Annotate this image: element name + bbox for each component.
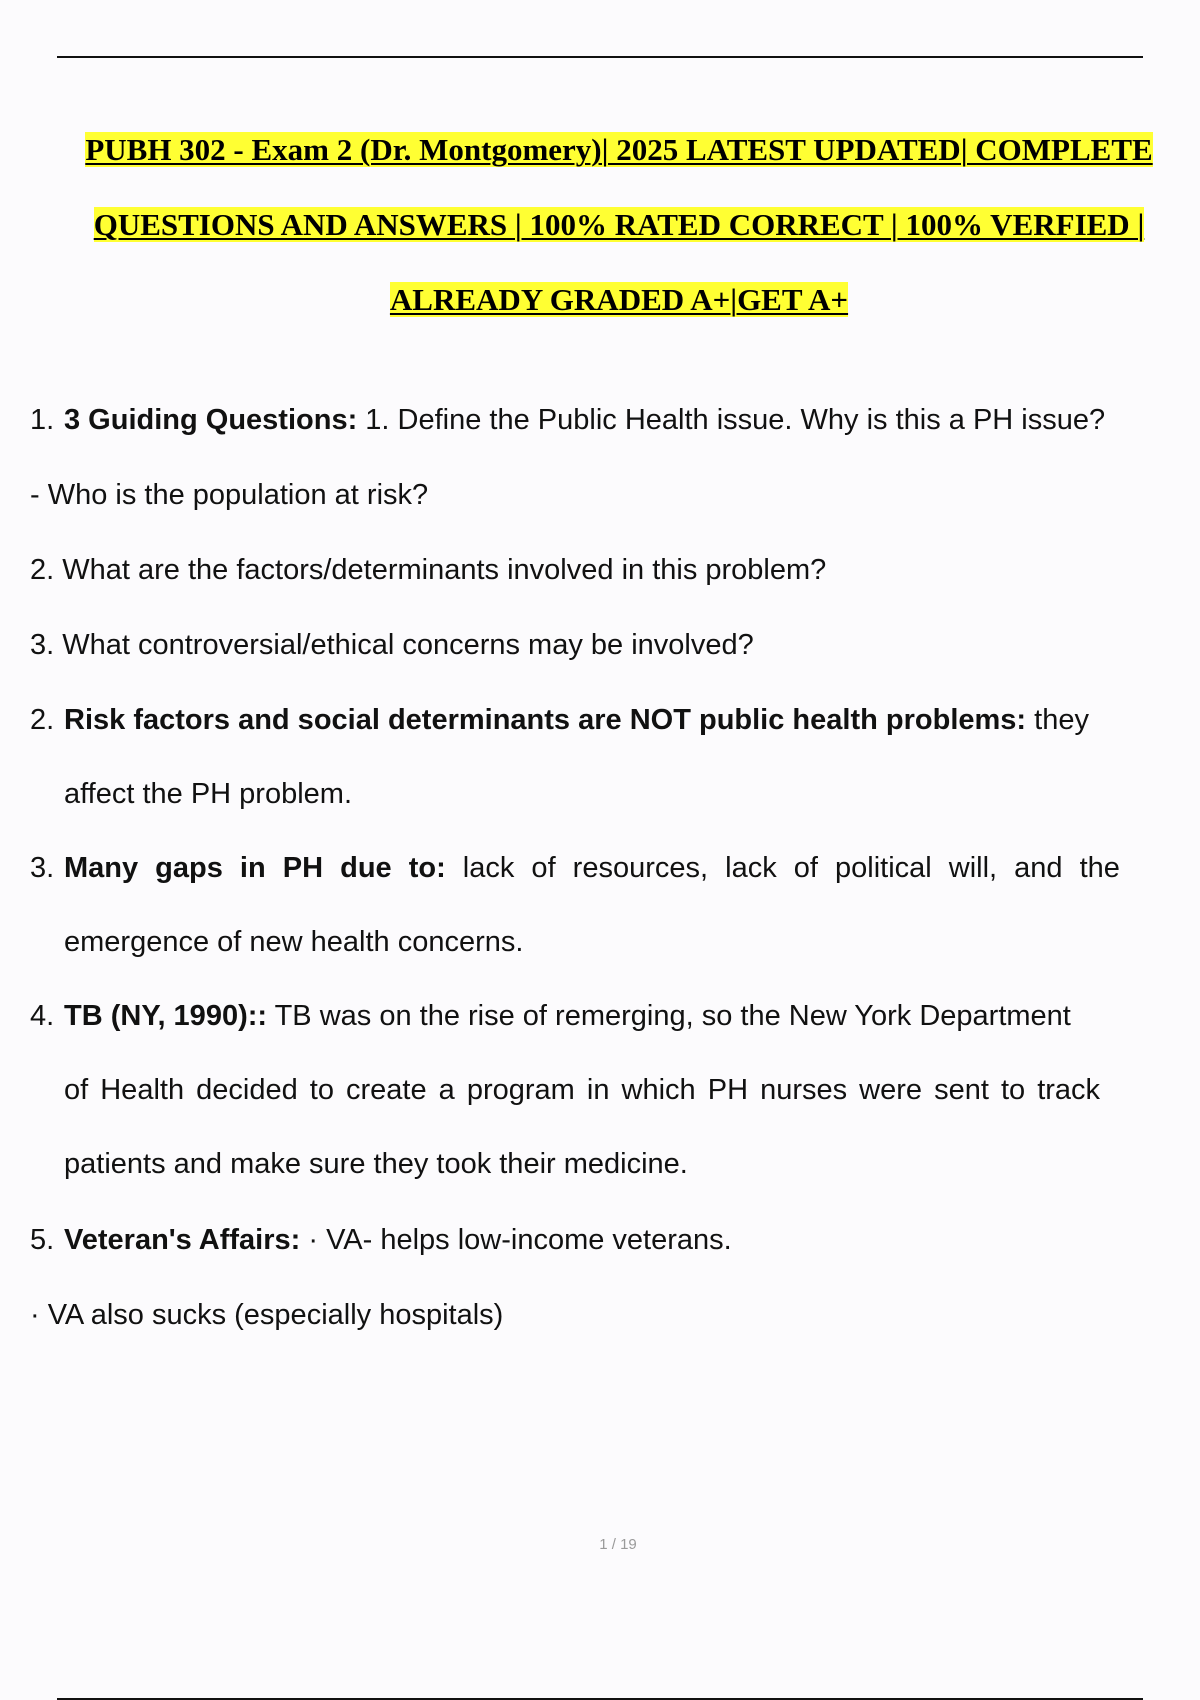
definition-text: 1. Define the Public Health issue. Why is this a PH issue? <box>357 404 1106 436</box>
list-item-1-continuation: 2. What are the factors/determinants involved in this problem? <box>30 554 827 586</box>
term-label: Many gaps in PH due to: <box>64 852 446 884</box>
list-item-5: 5. Veteran's Affairs: · VA- helps low-income veterans. <box>30 1224 732 1256</box>
definition-text: they <box>1026 704 1089 736</box>
list-item-2: 2. Risk factors and social determinants are NOT public health problems: they <box>30 704 1089 736</box>
definition-text: lack of resources, lack of political will, and the <box>445 852 1120 884</box>
list-item-4-continuation: patients and make sure they took their medicine. <box>64 1148 688 1180</box>
term-label: Veteran's Affairs: <box>64 1224 301 1256</box>
title-line-3: ALREADY GRADED A+|GET A+ <box>389 282 849 317</box>
list-item-5-continuation: · VA also sucks (especially hospitals) <box>30 1299 504 1331</box>
list-item-4-continuation: of Health decided to create a program in which PH nurses were sent to track <box>64 1074 1101 1106</box>
list-item-2-continuation: affect the PH problem. <box>64 778 353 810</box>
document-title <box>0 112 1200 337</box>
term-label: TB (NY, 1990):: <box>64 1000 268 1032</box>
definition-text: · VA- helps low-income veterans. <box>300 1224 732 1256</box>
list-item-3: 3. Many gaps in PH due to: lack of resources, lack of political will, and the <box>30 852 1120 884</box>
term-label: Risk factors and social determinants are NOT public health problems: <box>64 704 1027 736</box>
definition-text: TB was on the rise of remerging, so the New York Department <box>267 1000 1071 1032</box>
page-number: 1 / 19 <box>599 1536 637 1553</box>
list-item-4: 4. TB (NY, 1990):: TB was on the rise of remerging, so the New York Department <box>30 1000 1071 1032</box>
title-line-2: QUESTIONS AND ANSWERS | 100% RATED CORRECT | 100% VERFIED | <box>93 207 1145 242</box>
list-item-1: 1. 3 Guiding Questions: 1. Define the Public Health issue. Why is this a PH issue? <box>30 404 1106 436</box>
top-rule <box>57 56 1143 58</box>
title-line-1: PUBH 302 - Exam 2 (Dr. Montgomery)| 2025 LATEST UPDATED| COMPLETE <box>85 132 1153 167</box>
list-item-3-continuation: emergence of new health concerns. <box>64 926 524 958</box>
term-label: 3 Guiding Questions: <box>64 404 358 436</box>
list-item-1-continuation: - Who is the population at risk? <box>30 479 429 511</box>
list-item-1-continuation: 3. What controversial/ethical concerns may be involved? <box>30 629 754 661</box>
